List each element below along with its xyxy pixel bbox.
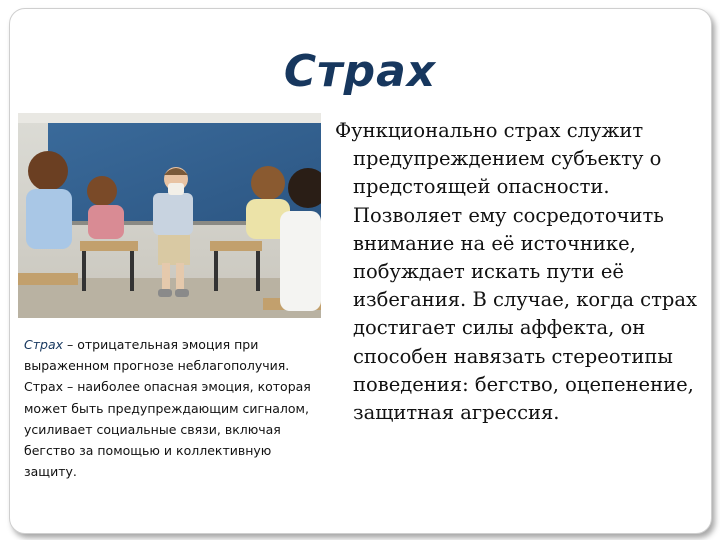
slide-title: Страх xyxy=(283,46,437,97)
body-text: Функционально страх служит предупреждением субъекту о предстоящей опасности. Позволяет ему сосредоточить внимание на её источнике, побуждает искать пути её избегания. В случае, когда страх достигает силы аффекта, он способен навязать стереотипы поведения: бегство, оцепенение, защитная агрессия. xyxy=(335,119,698,425)
classroom-illustration xyxy=(18,113,321,318)
caption-text: – отрицательная эмоция при выраженном прогнозе неблагополучия. Страх – наиболее опасная эмоция, которая может быть предупреждающим сигналом, усиливает социальные связи, включая бегство за помощью и коллективную защиту. xyxy=(24,337,311,480)
caption-lead-term: Страх xyxy=(24,337,64,352)
classroom-photo xyxy=(18,113,321,318)
caption xyxy=(24,334,324,482)
